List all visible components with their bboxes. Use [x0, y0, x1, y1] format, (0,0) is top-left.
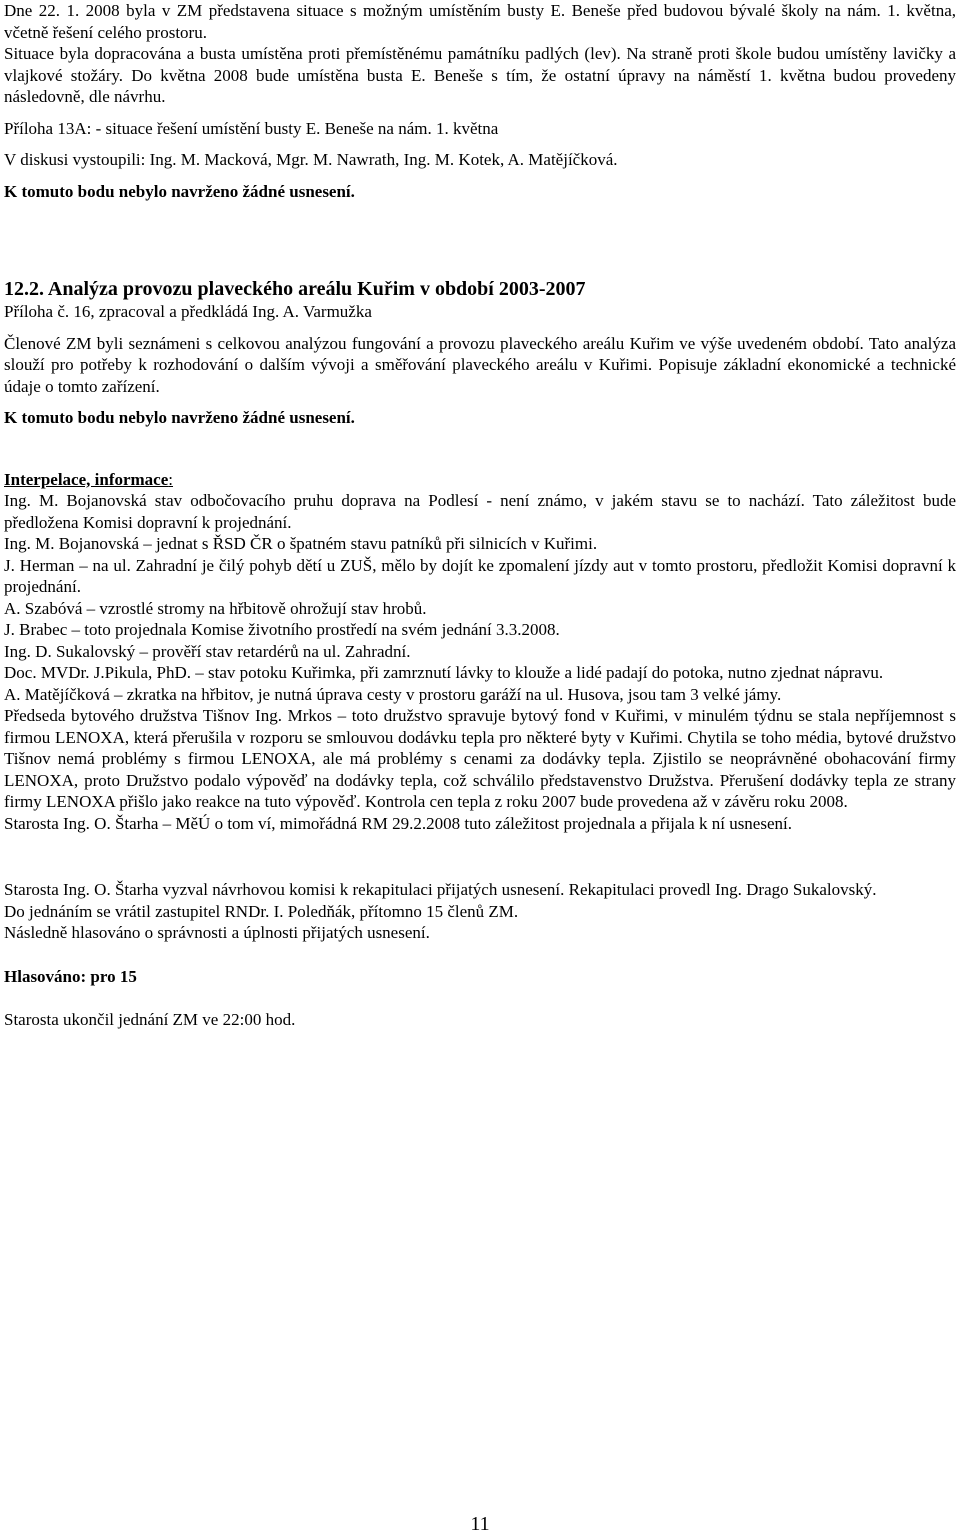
interpelace-item: J. Brabec – toto projednala Komise životního prostředí na svém jednání 3.3.2008.: [4, 620, 560, 639]
no-resolution-note: K tomuto bodu nebylo navrženo žádné usnesení.: [4, 181, 355, 201]
closing-vote: Hlasováno: pro 15: [4, 966, 137, 986]
section-12-2-body: Členové ZM byli seznámeni s celkovou analýzou fungování a provozu plaveckého areálu Kuřim ve výše uvedeném období. Tato analýza slouží pro potřeby k rozhodování o dalším vývoji a směřování plaveckého areálu v Kuřimi. Popisuje základní ekonomické a technické údaje o tomto zařízení.: [4, 333, 956, 396]
interpelace-heading-colon: :: [168, 469, 174, 489]
interpelace-item: Ing. M. Bojanovská stav odbočovacího pruhu doprava na Podlesí - není známo, v jakém stavu se to nachází. Tato záležitost bude předložena Komisi dopravní k projednání.: [4, 491, 956, 532]
closing-end: Starosta ukončil jednání ZM ve 22:00 hod.: [4, 1010, 296, 1029]
priloha-13a: Příloha 13A: - situace řešení umístění busty E. Beneše na nám. 1. května: [4, 118, 499, 138]
interpelace-item: Starosta Ing. O. Štarha – MěÚ o tom ví, mimořádná RM 29.2.2008 tuto záležitost projednala a přijala k ní usnesení.: [4, 813, 792, 833]
interpelace-item: A. Szabóvá – vzrostlé stromy na hřbitově ohrožují stav hrobů.: [4, 598, 427, 618]
closing-returned: Do jednáním se vrátil zastupitel RNDr. I. Poledňák, přítomno 15 členů ZM.: [4, 901, 519, 921]
paragraph-busta-situace: Situace byla dopracována a busta umístěna proti přemístěnému památníku padlých (lev). Na straně proti škole budou umístěny lavičky a vlajkové stožáry. Do května 2008 bude umístěna busta E. Beneše s tím, že ostatní úpravy na náměstí 1. května budou provedeny následovně, dle návrhu.: [4, 44, 956, 106]
interpelace-item: A. Matějíčková – zkratka na hřbitov, je nutná úprava cesty v prostoru garáží na ul. Husova, jsou tam 3 velké jámy.: [4, 684, 782, 704]
interpelace-item: J. Herman – na ul. Zahradní je čilý pohyb dětí u ZUŠ, mělo by dojít ke zpomalení jízdy aut v tomto prostoru, předložit Komisi dopravní k projednání.: [4, 555, 956, 596]
interpelace-heading-line: [4, 469, 956, 491]
interpelace-item: Ing. D. Sukalovský – prověří stav retardérů na ul. Zahradní.: [4, 641, 411, 661]
section-12-2-attachment: Příloha č. 16, zpracoval a předkládá Ing. A. Varmužka: [4, 302, 372, 321]
page-number: 11: [470, 1513, 490, 1535]
section-12-2-no-resolution: K tomuto bodu nebylo navrženo žádné usnesení.: [4, 408, 355, 427]
closing-recap: Starosta Ing. O. Štarha vyzval návrhovou komisi k rekapitulaci přijatých usnesení. Rekapitulaci provedl Ing. Drago Sukalovský.: [4, 880, 877, 899]
interpelace-item: Předseda bytového družstva Tišnov Ing. Mrkos – toto družstvo spravuje bytový fond v Kuřimi, v minulém týdnu se stala nepříjemnost s firmou LENOXA, která přerušila v rozporu se smlouvou dodávku tepla pro některé byty v Kuřimi. Chytila se toho média, bytové družstvo Tišnov nemá problémy s firmou LENOXA, ale má problémy s cenami za dodávky tepla. Zjistilo se neoprávněné obohacování firmy LENOXA, proto Družstvo podalo výpověď na dodávky tepla, což schválilo představenstvo Družstva. Přerušení dodávky tepla ze strany firmy LENOXA přišlo jako reakce na tuto výpověď. Kontrola cen tepla z roku 2007 bude provedena až v závěru roku 2008.: [4, 706, 956, 811]
document-page: [4, 0, 956, 1031]
interpelace-item: Doc. MVDr. J.Pikula, PhD. – stav potoku Kuřimka, při zamrznutí lávky to klouže a lidé padají do potoka, nutno zjednat nápravu.: [4, 663, 884, 682]
paragraph-busta-intro: Dne 22. 1. 2008 byla v ZM představena situace s možným umístěním busty E. Beneše před budovou bývalé školy na nám. 1. května, včetně řešení celého prostoru.: [4, 1, 956, 42]
closing-vote-note: Následně hlasováno o správnosti a úplnosti přijatých usnesení.: [4, 923, 430, 942]
interpelace-item: Ing. M. Bojanovská – jednat s ŘSD ČR o špatném stavu patníků při silnicích v Kuřimi.: [4, 534, 598, 553]
section-12-2-heading: 12.2. Analýza provozu plaveckého areálu Kuřim v období 2003-2007: [4, 278, 586, 300]
interpelace-heading: Interpelace, informace: [4, 469, 169, 489]
diskuse-text: V diskusi vystoupili: Ing. M. Macková, Mgr. M. Nawrath, Ing. M. Kotek, A. Matějíčková.: [4, 150, 618, 169]
